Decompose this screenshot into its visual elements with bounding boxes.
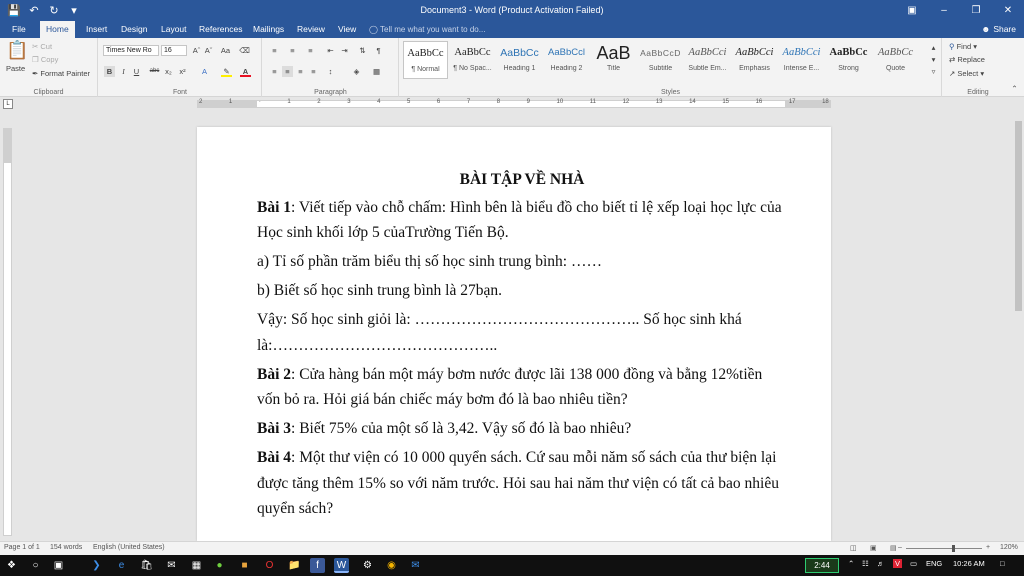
tab-design[interactable]: Design bbox=[121, 24, 148, 34]
style-sample: AaBbCc bbox=[829, 47, 868, 58]
bai-3-label: Bài 3 bbox=[257, 420, 292, 437]
style-name: Heading 1 bbox=[503, 65, 536, 72]
style-sample: AaBbCc bbox=[407, 48, 444, 59]
paragraph-bai-2 bbox=[257, 362, 787, 413]
tab-view[interactable]: View bbox=[338, 24, 357, 34]
tell-me-text: Tell me what you want to do... bbox=[380, 25, 486, 34]
redo-icon[interactable]: ↻ bbox=[49, 5, 59, 17]
font-label: Font bbox=[172, 89, 187, 96]
ribbon-display-options-icon[interactable]: ▣ bbox=[907, 5, 917, 16]
collapse-ribbon-icon[interactable]: ⌃ bbox=[1011, 84, 1018, 93]
window-title: Document3 - Word (Product Activation Failed) bbox=[420, 5, 604, 15]
ruler-number: 15 bbox=[722, 99, 730, 105]
tab-selector[interactable]: L bbox=[3, 99, 13, 109]
style-strong[interactable] bbox=[826, 41, 871, 79]
font-group bbox=[99, 38, 262, 97]
search-icon: ⚲ bbox=[949, 42, 955, 51]
style-name: Subtitle bbox=[648, 65, 673, 72]
paragraph-vay: Vậy: Số học sinh giỏi là: …………………………………….. Số học sinh khá là:…………………………………….. bbox=[257, 311, 742, 354]
tab-layout[interactable]: Layout bbox=[161, 24, 187, 34]
cut-button[interactable] bbox=[32, 42, 52, 51]
styles-more-icon[interactable]: ▿ bbox=[931, 67, 936, 76]
align-right-icon[interactable]: ≡ bbox=[298, 67, 303, 76]
format-painter-button[interactable] bbox=[32, 69, 90, 78]
page-count[interactable]: Page 1 of 1 bbox=[4, 544, 40, 551]
ruler-number: 1 bbox=[228, 99, 233, 105]
ruler-number: 13 bbox=[655, 99, 663, 105]
tab-file[interactable]: File bbox=[12, 24, 26, 34]
ruler-number: 9 bbox=[526, 99, 530, 105]
tab-insert[interactable]: Insert bbox=[86, 24, 108, 34]
close-button[interactable]: ✕ bbox=[1003, 5, 1013, 16]
style-emphasis[interactable] bbox=[732, 41, 777, 79]
subscript-icon[interactable]: x₂ bbox=[165, 67, 172, 76]
ruler-top-margin bbox=[4, 129, 11, 163]
shading-icon[interactable]: ◈ bbox=[353, 67, 360, 76]
font-color-icon[interactable]: A bbox=[240, 66, 251, 77]
document-body[interactable] bbox=[257, 167, 787, 525]
style-sample: AaBbCci bbox=[688, 47, 727, 58]
increase-indent-icon[interactable]: ⇥ bbox=[341, 46, 348, 55]
paste-button[interactable]: Paste bbox=[6, 64, 26, 73]
keyboard-language[interactable]: ENG bbox=[926, 559, 943, 568]
align-center-icon[interactable]: ≡ bbox=[282, 66, 293, 77]
numbering-icon[interactable]: ≡ bbox=[290, 46, 295, 55]
brush-icon: ✒ bbox=[32, 69, 39, 78]
start-windows-icon[interactable]: ❖ bbox=[7, 560, 16, 571]
change-case-icon[interactable]: Aa bbox=[220, 46, 231, 55]
ruler-number: 14 bbox=[689, 99, 696, 105]
ruler-number: 5 bbox=[407, 99, 411, 105]
bullets-icon[interactable]: ≡ bbox=[272, 46, 277, 55]
paragraph-group bbox=[263, 38, 399, 97]
scissors-icon: ✂ bbox=[32, 42, 39, 51]
tell-me-box[interactable] bbox=[369, 21, 485, 38]
taskbar bbox=[0, 555, 1024, 576]
app-orange-icon[interactable]: ■ bbox=[241, 560, 248, 571]
style-sample: AaBbCc bbox=[454, 47, 491, 58]
tray-expand-icon[interactable]: ⌃ bbox=[848, 559, 855, 568]
tab-home[interactable]: Home bbox=[40, 21, 75, 38]
calculator-icon[interactable]: ▦ bbox=[191, 560, 202, 571]
style-no-spacing[interactable] bbox=[450, 41, 495, 79]
tab-mailings[interactable]: Mailings bbox=[253, 24, 285, 34]
ruler-number: 7 bbox=[466, 99, 471, 105]
mail-icon[interactable]: ✉ bbox=[167, 560, 176, 571]
word-icon[interactable]: W bbox=[334, 558, 349, 573]
show-formatting-icon[interactable]: ¶ bbox=[376, 46, 381, 55]
restore-button[interactable]: ❐ bbox=[971, 5, 981, 16]
tab-review[interactable]: Review bbox=[297, 24, 325, 34]
ruler-number: 3 bbox=[347, 99, 351, 105]
styles-scroll-up-icon[interactable]: ▴ bbox=[931, 43, 936, 52]
tab-references[interactable]: References bbox=[199, 24, 243, 34]
style-heading-2[interactable] bbox=[544, 41, 589, 79]
share-label: Share bbox=[993, 24, 1016, 34]
zoom-in-icon[interactable]: + bbox=[986, 544, 991, 551]
zoom-out-icon[interactable]: – bbox=[898, 544, 902, 551]
ruler-number: 17 bbox=[788, 99, 796, 105]
network-icon[interactable]: ☷ bbox=[862, 559, 869, 568]
ruler-number: 2 bbox=[199, 99, 203, 105]
ruler-number: 16 bbox=[755, 99, 763, 105]
style-name: Heading 2 bbox=[550, 65, 583, 72]
ruler-number: 10 bbox=[556, 99, 564, 105]
horizontal-ruler[interactable] bbox=[0, 97, 1024, 111]
style-sample: AaBbCci bbox=[735, 47, 774, 58]
style-name: ¶ No Spac... bbox=[453, 65, 492, 72]
ruler-number: 12 bbox=[622, 99, 630, 105]
shrink-font-icon[interactable]: Aˇ bbox=[204, 46, 213, 55]
style-title[interactable] bbox=[591, 41, 636, 79]
style-quote[interactable] bbox=[873, 41, 918, 79]
share-button[interactable] bbox=[981, 23, 1016, 36]
person-icon: ☻ bbox=[981, 24, 991, 34]
copy-button[interactable] bbox=[32, 55, 58, 64]
paragraph-bai-1 bbox=[257, 195, 787, 246]
bai-3-text: : Biết 75% của một số là 3,42. Vậy số đó là bao nhiêu? bbox=[291, 420, 632, 437]
paste-icon[interactable]: 📋 bbox=[6, 40, 29, 60]
bold-icon[interactable]: B bbox=[104, 66, 115, 77]
ruler-number: 4 bbox=[377, 99, 381, 105]
cut-label: Cut bbox=[40, 42, 53, 51]
action-center-icon[interactable]: □ bbox=[1000, 559, 1005, 568]
ruler-number: 2 bbox=[317, 99, 321, 105]
style-intense-emphasis[interactable] bbox=[779, 41, 824, 79]
ruler-number: 8 bbox=[496, 99, 501, 105]
paragraph-bai-3 bbox=[257, 416, 787, 442]
font-size-box[interactable]: 16 bbox=[161, 45, 187, 56]
zoom-slider-thumb[interactable] bbox=[952, 545, 955, 552]
style-sample: AaBbCcD bbox=[640, 48, 681, 58]
style-sample: AaBbCc bbox=[500, 47, 539, 59]
paragraph-label: Paragraph bbox=[314, 89, 347, 96]
bai-1-label: Bài 1 bbox=[257, 198, 292, 216]
app-misc-icon[interactable]: ⚙ bbox=[363, 560, 372, 571]
styles-scroll-down-icon[interactable]: ▾ bbox=[931, 55, 936, 64]
undo-icon[interactable]: ↶ bbox=[29, 5, 39, 17]
format-painter-label: Format Painter bbox=[40, 69, 90, 78]
style-name: Quote bbox=[885, 65, 906, 72]
ruler-number: · bbox=[258, 99, 261, 105]
style-name: Emphasis bbox=[739, 65, 770, 72]
cursor-icon: ↗ bbox=[949, 69, 956, 78]
style-sample: AaBbCci bbox=[782, 47, 821, 58]
document-title: BÀI TẬP VỀ NHÀ bbox=[459, 171, 585, 188]
word-count[interactable]: 154 words bbox=[50, 544, 83, 551]
bai-1-text: : Viết tiếp vào chỗ chấm: Hình bên là biểu đồ cho biết tỉ lệ xếp loại học lực của Học sinh khối lớp 5 củaTrường Tiến Bộ. bbox=[257, 198, 782, 241]
style-heading-1[interactable] bbox=[497, 41, 542, 79]
clear-formatting-icon[interactable]: ⌫ bbox=[239, 46, 250, 55]
edge-icon[interactable]: e bbox=[118, 560, 125, 571]
battery-icon[interactable]: ▭ bbox=[910, 559, 918, 568]
strikethrough-icon[interactable]: abc bbox=[149, 68, 160, 74]
align-left-icon[interactable]: ≡ bbox=[272, 67, 277, 76]
ruler-number: 1 bbox=[287, 99, 291, 105]
customize-qat-icon[interactable]: ▾ bbox=[71, 5, 77, 17]
style-name: Intense E... bbox=[783, 65, 820, 72]
minimize-button[interactable]: – bbox=[941, 5, 947, 16]
window-controls bbox=[896, 0, 1024, 21]
print-layout-icon[interactable]: ▣ bbox=[870, 545, 877, 552]
copy-icon: ❐ bbox=[32, 55, 39, 64]
style-name: ¶ Normal bbox=[411, 66, 440, 73]
select-button[interactable]: ↗ Select ▾ bbox=[949, 69, 985, 78]
ribbon bbox=[0, 38, 1024, 97]
style-sample: AaB bbox=[596, 43, 631, 63]
timer-widget[interactable]: 2:44 bbox=[805, 558, 839, 573]
line-spacing-icon[interactable]: ↕ bbox=[328, 67, 333, 76]
styles-group bbox=[400, 38, 942, 97]
store-icon[interactable]: 🛍 bbox=[140, 560, 153, 571]
cortana-search-icon[interactable]: ○ bbox=[32, 560, 39, 571]
task-view-icon[interactable]: ▣ bbox=[53, 560, 64, 571]
ruler-number: 18 bbox=[822, 99, 829, 105]
style-name: Title bbox=[607, 65, 620, 72]
bai-2-label: Bài 2 bbox=[257, 365, 292, 383]
style-subtitle[interactable] bbox=[638, 41, 683, 79]
editing-label: Editing bbox=[967, 89, 989, 96]
read-mode-icon[interactable]: ◫ bbox=[850, 545, 857, 552]
ribbon-tabs bbox=[0, 21, 1024, 38]
opera-icon[interactable]: O bbox=[265, 560, 274, 571]
lightbulb-icon: ◯ bbox=[369, 25, 378, 34]
superscript-icon[interactable]: x² bbox=[179, 67, 186, 76]
clipboard-label: Clipboard bbox=[33, 89, 64, 96]
antivirus-icon[interactable]: V bbox=[895, 559, 901, 568]
multilevel-list-icon[interactable]: ≡ bbox=[308, 46, 313, 55]
style-subtle-emphasis[interactable] bbox=[685, 41, 730, 79]
underline-icon[interactable]: U bbox=[133, 67, 140, 76]
status-bar bbox=[0, 541, 1024, 555]
justify-icon[interactable]: ≡ bbox=[311, 67, 316, 76]
borders-icon[interactable]: ▦ bbox=[372, 67, 381, 76]
sort-icon[interactable]: ⇅ bbox=[359, 46, 366, 55]
bai-4-label: Bài 4 bbox=[257, 449, 292, 466]
scrollbar-thumb[interactable] bbox=[1015, 121, 1022, 311]
replace-label: Replace bbox=[957, 55, 985, 64]
style-name: Subtle Em... bbox=[688, 65, 727, 72]
ruler-numbers bbox=[197, 99, 831, 109]
zoom-slider[interactable] bbox=[906, 548, 982, 549]
paragraph-line-a: a) Tỉ số phần trăm biểu thị số học sinh trung bình: …… bbox=[257, 253, 602, 270]
font-name-box[interactable]: Times New Ro bbox=[103, 45, 159, 56]
bai-2-text: : Cửa hàng bán một máy bơm nước được lãi 138 000 đồng và bằng 12%tiền vốn bỏ ra. Hỏi giá bán chiếc máy bơm đó là bao nhiêu tiền? bbox=[257, 365, 763, 408]
decrease-indent-icon[interactable]: ⇤ bbox=[327, 46, 334, 55]
italic-icon[interactable]: I bbox=[122, 67, 125, 76]
style-sample: AaBbCc bbox=[878, 47, 913, 58]
highlight-icon[interactable]: ✎ bbox=[221, 66, 232, 77]
copy-label: Copy bbox=[40, 55, 59, 64]
web-layout-icon[interactable]: ▤ bbox=[890, 545, 897, 552]
grow-font-icon[interactable]: Aˆ bbox=[192, 46, 201, 55]
text-effects-icon[interactable]: A bbox=[201, 67, 207, 76]
replace-icon: ⇄ bbox=[949, 55, 956, 64]
find-label: Find bbox=[956, 42, 972, 51]
vertical-scrollbar[interactable] bbox=[1013, 111, 1024, 541]
vertical-ruler[interactable] bbox=[3, 128, 12, 536]
bai-4-text: : Một thư viện có 10 000 quyển sách. Cứ sau mỗi năm số sách của thư biện lại được tăng thêm 15% so với năm trước. Hỏi sau hai năm thư viện có tất cả bao nhiêu quyển sách? bbox=[257, 449, 779, 517]
editing-group bbox=[943, 38, 1013, 97]
zoom-level[interactable]: 120% bbox=[1000, 544, 1018, 551]
style-normal[interactable] bbox=[403, 41, 448, 79]
save-icon[interactable]: 💾 bbox=[7, 5, 21, 17]
paragraph-bai-4 bbox=[257, 445, 787, 522]
language-status[interactable]: English (United States) bbox=[93, 544, 165, 551]
select-label: Select bbox=[957, 69, 979, 78]
clipboard-group bbox=[0, 38, 98, 97]
find-button[interactable]: ⚲ Find ▾ bbox=[949, 42, 978, 51]
ruler-number: 11 bbox=[589, 99, 597, 105]
app-green-icon[interactable]: ● bbox=[216, 560, 223, 571]
vscode-icon[interactable]: ❯ bbox=[92, 560, 101, 571]
ruler-number: 6 bbox=[436, 99, 441, 105]
facebook-icon[interactable]: f bbox=[310, 558, 325, 573]
file-explorer-icon[interactable]: 📁 bbox=[288, 560, 301, 571]
styles-label: Styles bbox=[660, 89, 681, 96]
clock[interactable]: 10:26 AM bbox=[953, 559, 985, 568]
document-page[interactable] bbox=[197, 127, 831, 541]
style-sample: AaBbCcl bbox=[548, 47, 585, 58]
paragraph-line-b: b) Biết số học sinh trung bình là 27bạn. bbox=[257, 282, 502, 299]
messenger-icon[interactable]: ✉ bbox=[411, 560, 420, 571]
title-bar bbox=[0, 0, 1024, 21]
replace-button[interactable] bbox=[949, 55, 985, 64]
style-name: Strong bbox=[838, 65, 859, 72]
volume-icon[interactable]: ♬ bbox=[877, 559, 885, 568]
chrome-icon[interactable]: ◉ bbox=[387, 560, 396, 571]
